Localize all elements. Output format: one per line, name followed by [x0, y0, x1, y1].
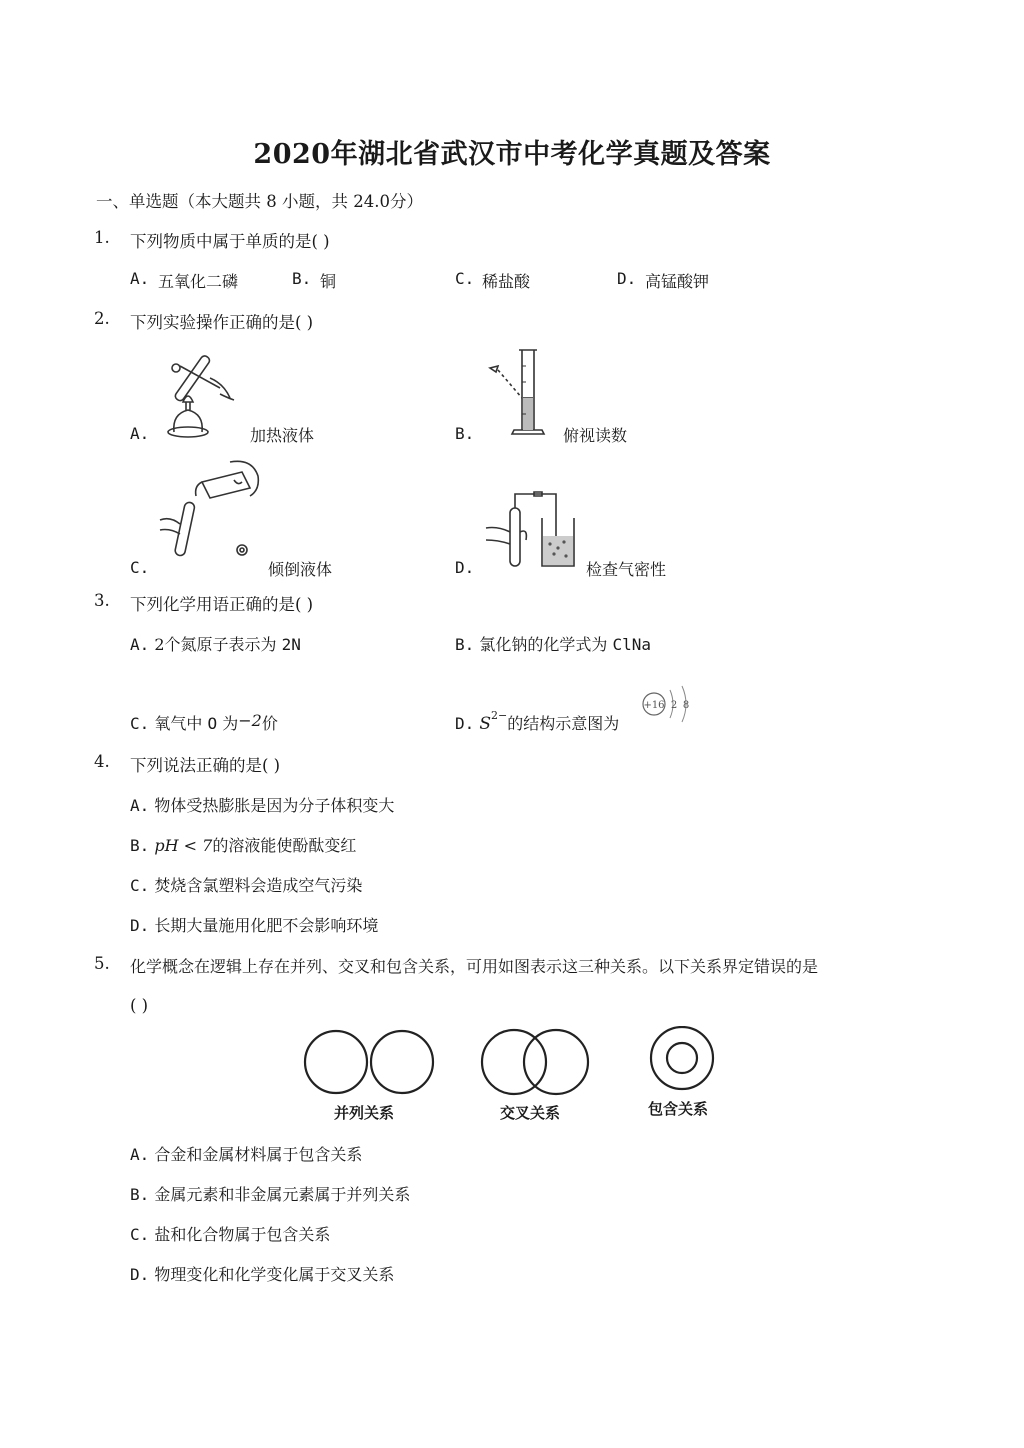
q4-option-a-key: A. — [130, 796, 150, 815]
q3-option-c-math: −2 — [238, 711, 262, 730]
atom-shell-1-label: 2 — [670, 700, 678, 711]
atom-shell-2-label: 8 — [682, 700, 690, 711]
q5-option-c-text: 盐和化合物属于包含关系 — [154, 1225, 331, 1244]
q4-option-c-key: C. — [130, 876, 150, 895]
q1-option-d-text: 高锰酸钾 — [645, 272, 710, 291]
q3-option-a-key: A. — [130, 635, 150, 654]
diagram-label-parallel: 并列关系 — [334, 1104, 395, 1122]
q5-option-b — [130, 1182, 410, 1205]
sulfur-ion-structure-diagram — [640, 682, 700, 730]
q2-number: 2. — [94, 309, 110, 328]
q1-option-a-text: 五氧化二磷 — [158, 272, 239, 291]
q4-option-d — [130, 913, 378, 936]
q5-option-d-key: D. — [130, 1265, 150, 1284]
q2-option-a-text: 加热液体 — [250, 426, 315, 445]
q4-option-b-key: B. — [130, 836, 150, 855]
q3-option-b-text: 氯化钠的化学式为 — [479, 635, 608, 654]
q1-option-d-key: D. — [617, 269, 637, 288]
q5-option-d — [130, 1262, 394, 1285]
q4-option-b-math: pH < 7 — [154, 836, 213, 855]
q3-number: 3. — [94, 591, 110, 610]
q4-option-b — [130, 833, 356, 856]
q3-stem: 下列化学用语正确的是( ) — [130, 595, 314, 614]
q4-option-a-text: 物体受热膨胀是因为分子体积变大 — [154, 796, 395, 815]
q3-option-b-key: B. — [455, 635, 475, 654]
q3-option-d — [455, 708, 620, 734]
q4-number: 4. — [94, 752, 110, 771]
q5-option-a-text: 合金和金属材料属于包含关系 — [154, 1145, 363, 1164]
q4-option-b-text: 的溶液能使酚酞变红 — [212, 836, 357, 855]
graduated-cylinder-figure — [484, 346, 554, 440]
diagram-label-contain: 包含关系 — [648, 1100, 709, 1118]
q4-option-d-text: 长期大量施用化肥不会影响环境 — [154, 916, 379, 935]
q1-stem: 下列物质中属于单质的是( ) — [130, 232, 330, 251]
q3-option-c — [130, 711, 278, 734]
page-title: 2020年湖北省武汉市中考化学真题及答案 — [253, 139, 771, 170]
q3-option-a — [130, 632, 301, 655]
q3-option-d-symbol: S — [479, 714, 492, 734]
pouring-liquid-figure — [156, 456, 266, 562]
q5-option-b-text: 金属元素和非金属元素属于并列关系 — [154, 1185, 411, 1204]
q1-option-c-text: 稀盐酸 — [482, 272, 531, 291]
q2-option-d-text: 检查气密性 — [586, 560, 667, 579]
q1-option-b-text: 铜 — [320, 272, 337, 291]
q3-option-c-text-post: 价 — [261, 714, 278, 733]
section-header: 一、单选题（本大题共 8 小题，共 24.0分） — [96, 192, 423, 211]
q3-option-b-code: ClNa — [612, 635, 651, 654]
q1-number: 1. — [94, 228, 110, 247]
heating-liquid-figure — [158, 348, 250, 440]
q3-option-d-key: D. — [455, 714, 475, 733]
q3-option-d-superscript: 2− — [491, 708, 508, 722]
q3-option-c-key: C. — [130, 714, 150, 733]
q3-option-c-text-mid: 为 — [222, 714, 239, 733]
q4-option-a — [130, 793, 394, 816]
q3-option-a-code: 2N — [281, 635, 301, 654]
q5-option-b-key: B. — [130, 1185, 150, 1204]
q1-option-c-key: C. — [455, 269, 475, 288]
q3-option-a-text: 2个氮原子表示为 — [154, 635, 277, 654]
diagram-label-intersect: 交叉关系 — [500, 1104, 561, 1122]
q5-number: 5. — [94, 954, 110, 973]
q5-option-a — [130, 1142, 362, 1165]
atom-nucleus-label: +16 — [643, 700, 665, 711]
q2-option-b-key: B. — [455, 424, 475, 443]
q5-option-a-key: A. — [130, 1145, 150, 1164]
q4-option-c-text: 焚烧含氯塑料会造成空气污染 — [154, 876, 363, 895]
q5-stem-cont: ( ) — [130, 996, 149, 1015]
q3-option-b — [455, 632, 651, 655]
airtightness-figure — [484, 488, 584, 570]
q1-option-a-key: A. — [130, 269, 150, 288]
q4-option-d-key: D. — [130, 916, 150, 935]
q5-option-c — [130, 1222, 330, 1245]
q5-option-d-text: 物理变化和化学变化属于交叉关系 — [154, 1265, 395, 1284]
q1-option-b-key: B. — [292, 269, 312, 288]
q5-stem: 化学概念在逻辑上存在并列、交叉和包含关系，可用如图表示这三种关系。以下关系界定错误的是 — [130, 957, 819, 976]
q4-option-c — [130, 873, 362, 896]
q2-option-a-key: A. — [130, 424, 150, 443]
q2-stem: 下列实验操作正确的是( ) — [130, 313, 314, 332]
relationship-diagram — [296, 1026, 736, 1122]
q2-option-c-key: C. — [130, 558, 150, 577]
q3-option-d-text: 的结构示意图为 — [507, 714, 620, 733]
q2-option-c-text: 倾倒液体 — [268, 560, 333, 579]
q3-option-c-text-pre: 氧气中 — [154, 714, 203, 733]
q2-option-d-key: D. — [455, 558, 475, 577]
q2-option-b-text: 俯视读数 — [563, 426, 628, 445]
q4-stem: 下列说法正确的是( ) — [130, 756, 281, 775]
q3-option-c-code: O — [207, 714, 218, 733]
q5-option-c-key: C. — [130, 1225, 150, 1244]
